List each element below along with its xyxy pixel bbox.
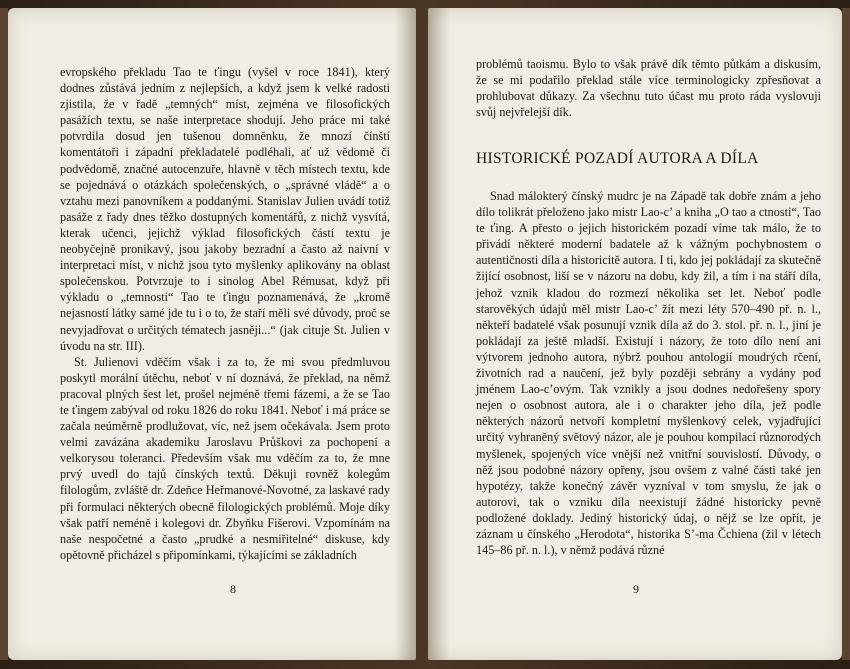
page-number-left: 8 (230, 582, 236, 596)
book-edge-left (0, 8, 8, 660)
left-page (8, 8, 416, 660)
left-gutter-shadow (394, 8, 416, 660)
right-page-body (476, 188, 821, 558)
page-number-right: 9 (633, 582, 639, 596)
left-page-text (60, 64, 390, 563)
left-paragraph-1: evropského překladu Tao te ťingu (vyšel v roce 1841), který dodnes zůstává jedním z nejlepších, a když jsem k velké radosti zjistila, že v řadě „temných“ míst, zejména ve filosofických pasážích textu, se naše interpretace shodují. Jeho práce mi také potvrdila dosud jen tušenou domněnku, že mnozí čínští komentátoři i západní překladatelé podléhali, ať už vědomě či podvědomě, značné autocenzuře, hlavně v těch místech textu, kde se pojednává o otázkách společenských, o „správné vládě“ a o vztahu mezi panovníkem a poddanými. Stanislav Julien uvádí totiž pasáže z řady dnes těžko dostupných komentářů, z nichž vysvítá, kterak učenci, jejichž výklad filosofických částí textu je neobyčejně pronikavý, jsou jakoby bezradní a často až naivní v interpretaci míst, v nichž jsou tyto myšlenky aplikovány na oblast společenskou. Potvrzuje to i sinolog Abel Rémusat, když při výkladu o „temnosti“ Tao te ťingu poznamenává, že „kromě nejasností látky samé jde tu i o to, že staří měli své důvody, proč se nevyjadřovat o určitých tématech jasněji...“ (jak cituje St. Julien v úvodu na str. III). (60, 65, 390, 353)
right-page-intro (476, 56, 821, 120)
right-page (428, 8, 842, 660)
right-gutter-shadow (428, 8, 450, 660)
left-paragraph-2: St. Julienovi vděčím však i za to, že mi svou předmluvou poskytl morální útěchu, neboť v ní doznává, že překlad, na němž pracoval plných šest let, prošel nejméně třemi fázemi, a že se Tao te ťingem zabýval od roku 1826 do roku 1841. Neboť i má práce se začala neúměrně prodlužovat, víc, než jsem očekávala. Jsem proto velmi zavázána akademiku Jaroslavu Průškovi za pochopení a velkorysou toleranci. Především však mu vděčím za to, že mne prvý uvedl do tajů čínských textů. Děkuji rovněž kolegům filologům, zvláště dr. Zdeňce Heřmanové-Novotné, za laskavé rady při formulaci některých obecně filologických problémů. Moje díky však patří neméně i kolegovi dr. Zbyňku Fišerovi. Vzpomínám na naše nespočetné a často „prudké a nesmiřitelné“ diskuse, kdy opětovně přicházel s připomínkami, týkajícími se základních (60, 354, 390, 562)
right-body-paragraph: Snad málokterý čínský mudrc je na Západě tak dobře znám a jeho dílo tolikrát přeloženo jako mistr Lao-c’ a kniha „O tao a ctnosti“, Tao te ťing. A přesto o jejich historickém pozadí víme tak málo, že to přivádí některé moderní badatele až k vážným pochybnostem o autentičnosti díla a historicitě autora. I ti, kdo jej pokládají za skutečně žijící osobnost, liší se v názoru na dobu, kdy žil, a tím i na stáří díla, jehož vznik kladou do rozmezí několika set let. Neboť podle starověkých údajů měl mistr Lao-c’ žít mezi léty 570–490 př. n. l., někteří badatelé však posunují vznik díla až do 3. stol. př. n. l., jiní je pokládají za ještě mladší. Existují i názory, že toto dílo není ani výtvorem jednoho autora, nýbrž pouhou antologií moudrých rčení, životních rad a naučení, jež byly později sebrány a vydány pod jménem Lao-c’ovým. Tak vznikly a jsou dodnes nedořešeny spory nejen o osobnost autora, ale i o charakter jeho díla, jež podle některých názorů netvoří kompletní myšlenkový celek, vyjadřující určitý vyhraněný světový názor, ale je pouhou kompilací různorodých myšlenek, spojených více vnější než vnitřní souvislostí. Důvody, o něž jsou podobné názory opřeny, jsou ovšem z valné části také jen hypotézy, takže konečný závěr vyzníval v tom smyslu, že jak o autorovi, tak o vzniku díla neexistují žádné historicky pevně podložené doklady. Jediný historický údaj, o nějž se lze opřít, je záznam u čínského „Herodota“, historika S’-ma Čchiena (žil v létech 145–86 př. n. l.), v němž podává různé (476, 189, 821, 558)
book-edge-right (842, 8, 850, 660)
section-heading: HISTORICKÉ POZADÍ AUTORA A DÍLA (476, 150, 759, 167)
right-intro-paragraph: problémů taoismu. Bylo to však právě dík těmto půtkám a diskusím, že se mi podařilo překlad stále více terminologicky zpřesňovat a prohlubovat důkazy. Za všechnu tuto účast mu proto ráda vyslovuji svůj nejvřelejší dík. (476, 57, 821, 120)
